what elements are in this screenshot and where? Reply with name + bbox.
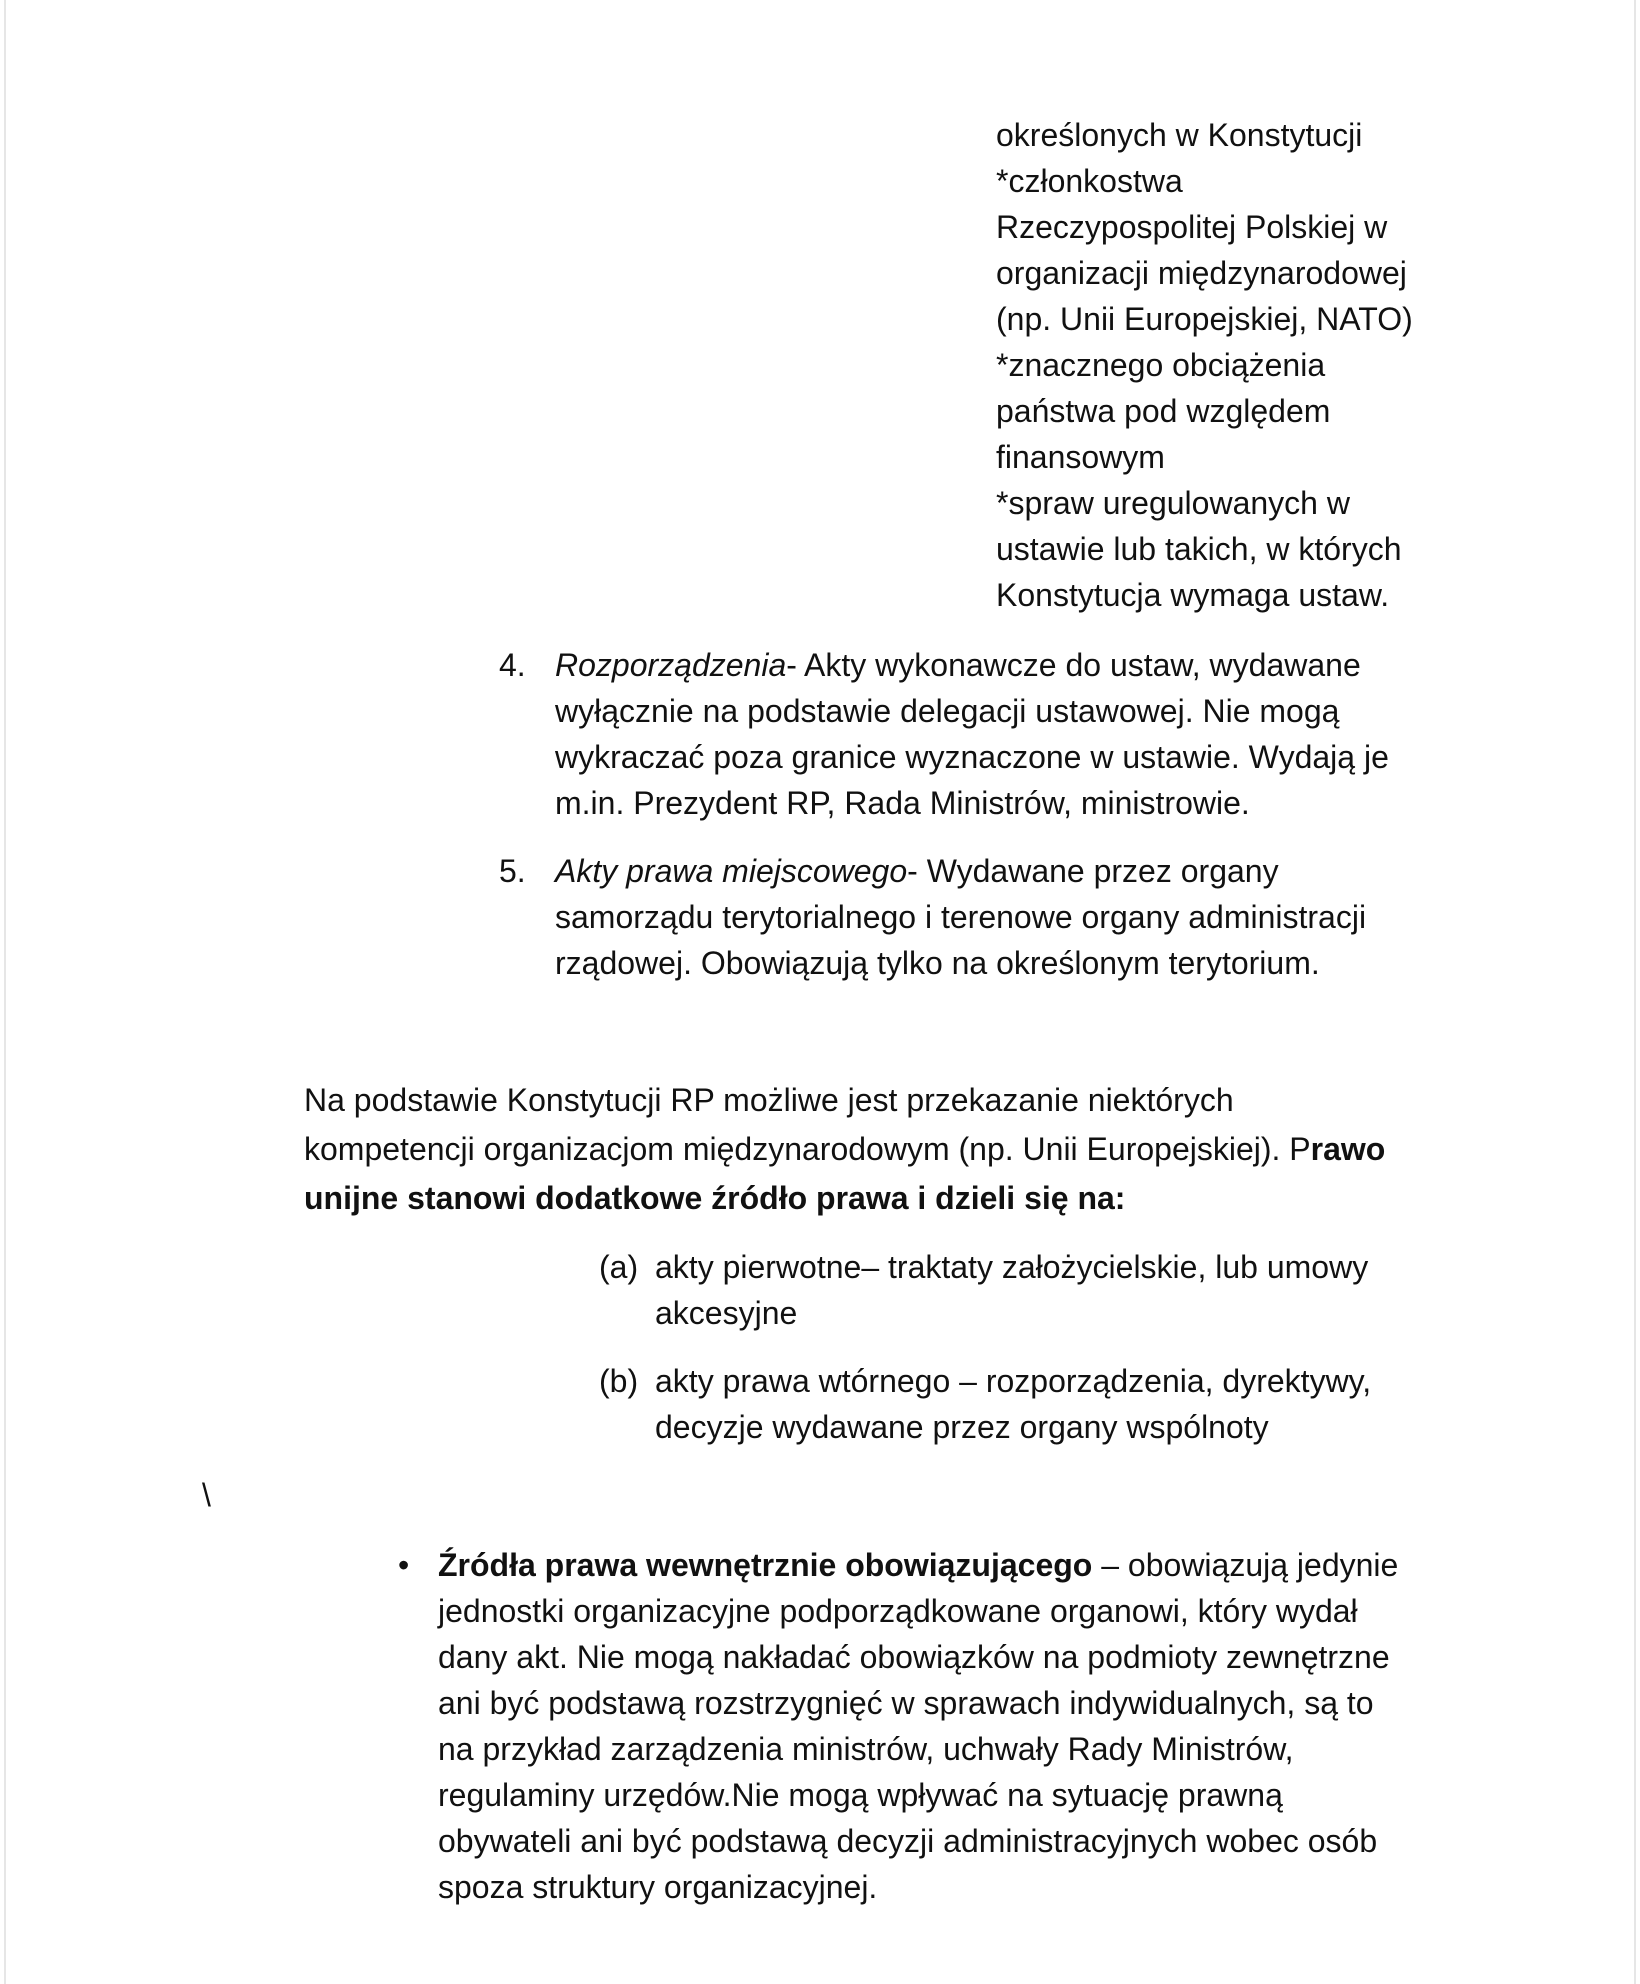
list-item-term: Akty prawa miejscowego — [555, 853, 908, 889]
paragraph-line: Na podstawie Konstytucji RP możliwe jest przekazanie niektórych — [304, 1082, 1234, 1118]
bullet-line: obywateli ani być podstawą decyzji administracyjnych wobec osób — [438, 1823, 1378, 1859]
continuation-line: (np. Unii Europejskiej, NATO) — [996, 301, 1413, 337]
paragraph-text: kompetencji organizacjom międzynarodowym (np. Unii Europejskiej). P — [304, 1131, 1311, 1167]
continuation-line: państwa pod względem — [996, 393, 1331, 429]
continuation-line: ustawie lub takich, w których — [996, 531, 1402, 567]
bullet-line: regulaminy urzędów.Nie mogą wpływać na sytuację prawną — [438, 1777, 1283, 1813]
sub-item-line: decyzje wydawane przez organy wspólnoty — [655, 1409, 1269, 1445]
eu-law-paragraph — [304, 1076, 1385, 1223]
list-item-line — [555, 642, 1389, 688]
list-item-line: wykraczać poza granice wyznaczone w ustawie. Wydają je — [555, 739, 1389, 775]
sub-item-line: akcesyjne — [655, 1295, 798, 1331]
bullet-line: ani być podstawą rozstrzygnięć w sprawach indywidualnych, są to — [438, 1685, 1374, 1721]
bullet-bold-lead: Źródła prawa wewnętrznie obowiązującego — [438, 1547, 1093, 1583]
paragraph-line — [304, 1125, 1385, 1174]
list-item-line: wyłącznie na podstawie delegacji ustawowej. Nie mogą — [555, 693, 1340, 729]
bullet-line: jednostki organizacyjne podporządkowane organowi, który wydał — [438, 1593, 1358, 1629]
sub-item-body — [655, 1358, 1371, 1450]
bullet-line — [438, 1542, 1398, 1588]
list-item-term: Rozporządzenia — [555, 647, 787, 683]
list-item-line: m.in. Prezydent RP, Rada Ministrów, ministrowie. — [555, 785, 1250, 821]
continuation-line: określonych w Konstytucji — [996, 117, 1363, 153]
bullet-line: na przykład zarządzenia ministrów, uchwały Rady Ministrów, — [438, 1731, 1294, 1767]
continuation-block — [996, 112, 1413, 618]
list-item-line — [555, 848, 1366, 894]
paragraph-line: unijne stanowi dodatkowe źródło prawa i dzieli się na: — [304, 1180, 1126, 1216]
list-item-number: 5. — [499, 853, 526, 889]
bullet-line: spoza struktury organizacyjnej. — [438, 1869, 878, 1905]
list-item-body — [555, 848, 1366, 986]
continuation-line: organizacji międzynarodowej — [996, 255, 1407, 291]
sub-item-line: akty prawa wtórnego – rozporządzenia, dyrektywy, — [655, 1363, 1372, 1399]
bullet-body — [438, 1542, 1398, 1910]
continuation-line: Konstytucja wymaga ustaw. — [996, 577, 1390, 613]
bullet-icon: • — [398, 1547, 410, 1583]
continuation-line: *spraw uregulowanych w — [996, 485, 1350, 521]
list-item-text: - Akty wykonawcze do ustaw, wydawane — [786, 647, 1361, 683]
continuation-line: *członkostwa — [996, 163, 1183, 199]
sub-item-line: akty pierwotne– traktaty założycielskie, lub umowy — [655, 1249, 1369, 1285]
list-item-line: samorządu terytorialnego i terenowe organy administracji — [555, 899, 1367, 935]
sub-item-label: (a) — [599, 1249, 639, 1285]
continuation-line: finansowym — [996, 439, 1165, 475]
continuation-line: *znacznego obciążenia — [996, 347, 1326, 383]
bullet-text: – obowiązują jedynie — [1092, 1547, 1399, 1583]
sub-item-body — [655, 1244, 1368, 1336]
paragraph-bold-text: rawo — [1310, 1131, 1386, 1167]
continuation-line: Rzeczypospolitej Polskiej w — [996, 209, 1388, 245]
document-page — [4, 0, 1636, 1984]
list-item-line: rządowej. Obowiązują tylko na określonym terytorium. — [555, 945, 1320, 981]
sub-item-label: (b) — [599, 1363, 639, 1399]
stray-backslash: \ — [202, 1477, 211, 1513]
list-item-text: - Wydawane przez organy — [907, 853, 1279, 889]
bullet-line: dany akt. Nie mogą nakładać obowiązków na podmioty zewnętrzne — [438, 1639, 1390, 1675]
list-item-number: 4. — [499, 647, 526, 683]
list-item-body — [555, 642, 1389, 826]
